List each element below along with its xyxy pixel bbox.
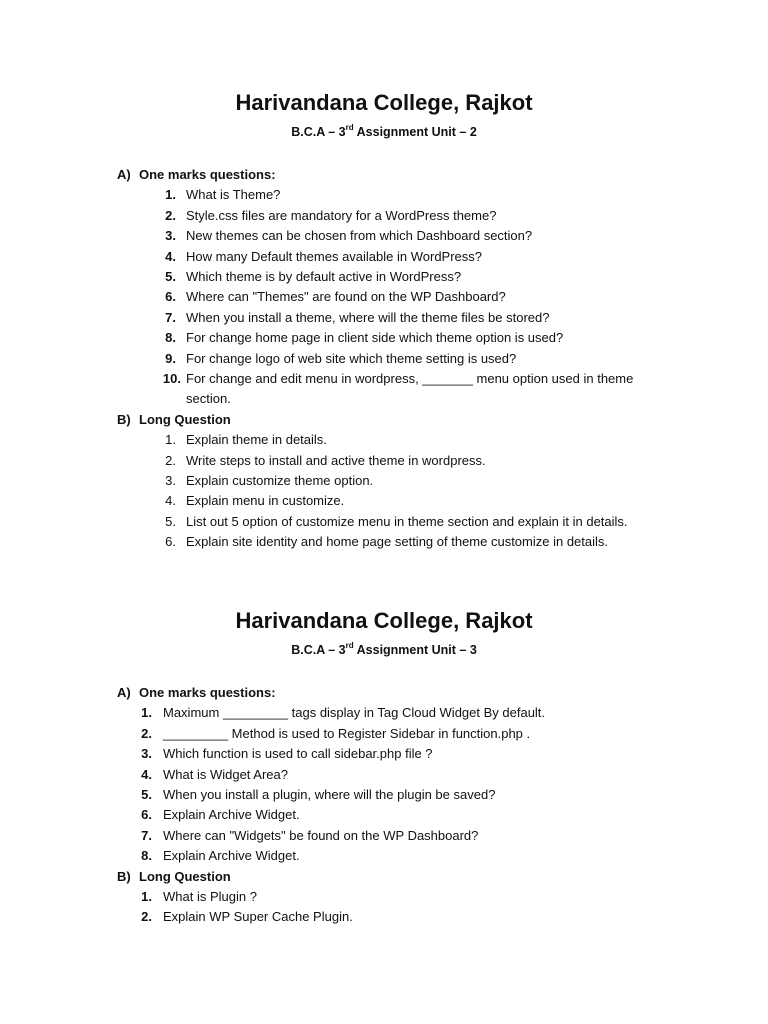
- list-item: 1. Maximum _________ tags display in Tag Cloud Widget By default.: [141, 705, 546, 721]
- part-heading: [0, 683, 768, 703]
- course-subtitle: B.C.A – 3rd Assignment Unit – 3: [291, 641, 477, 657]
- list-item: 9. For change logo of web site which theme setting is used?: [165, 350, 517, 366]
- list-item: 4. How many Default themes available in WordPress?: [165, 248, 483, 264]
- list-item: 5. List out 5 option of customize menu in theme section and explain it in details.: [165, 513, 628, 529]
- list-item: 1. What is Plugin ?: [141, 889, 257, 905]
- college-title: Harivandana College, Rajkot: [235, 608, 533, 633]
- list-item: 3. New themes can be chosen from which Dashboard section?: [165, 228, 533, 244]
- list-item: 6. Explain Archive Widget.: [141, 807, 300, 823]
- assignment-unit-3: [0, 606, 768, 928]
- list-item: 6. Where can "Themes" are found on the WP Dashboard?: [165, 289, 506, 305]
- question-list: [0, 185, 768, 409]
- part-title: One marks questions:: [139, 167, 276, 182]
- part-a-one-marks: [0, 683, 768, 867]
- part-heading: [0, 165, 768, 185]
- list-item: 2. Explain WP Super Cache Plugin.: [141, 909, 353, 925]
- question-list: [0, 703, 768, 866]
- part-letter: A): [117, 167, 131, 182]
- part-heading: [0, 867, 768, 887]
- part-letter: B): [117, 411, 131, 427]
- list-item: 8. Explain Archive Widget.: [141, 848, 300, 864]
- assignment-unit-2: [0, 88, 768, 553]
- part-b-long-question: [0, 867, 768, 928]
- part-title: One marks questions:: [139, 685, 276, 700]
- part-letter: B): [117, 868, 131, 884]
- part-title: Long Question: [139, 868, 231, 884]
- list-item: 6. Explain site identity and home page setting of theme customize in details.: [165, 534, 609, 550]
- list-item: 3. Which function is used to call sidebar.php file ?: [141, 746, 433, 762]
- list-item: 1. Explain theme in details.: [165, 432, 327, 448]
- list-item: 7. When you install a theme, where will the theme files be stored?: [165, 309, 550, 325]
- list-item: 5. When you install a plugin, where will the plugin be saved?: [141, 787, 496, 803]
- list-item: 2. Style.css files are mandatory for a WordPress theme?: [165, 207, 497, 223]
- part-heading: [0, 410, 768, 430]
- part-b-long-question: [0, 410, 768, 553]
- part-a-one-marks: [0, 165, 768, 410]
- list-item: 3. Explain customize theme option.: [165, 473, 374, 489]
- list-item: 5. Which theme is by default active in WordPress?: [165, 269, 462, 285]
- list-item: 2. Write steps to install and active theme in wordpress.: [165, 452, 486, 468]
- list-item: 2. _________ Method is used to Register Sidebar in function.php .: [141, 725, 531, 741]
- list-item: 10. For change and edit menu in wordpress, _______ menu option used in theme section.: [162, 371, 634, 407]
- question-list: [0, 887, 768, 928]
- question-list: [0, 430, 768, 552]
- list-item: 1. What is Theme?: [165, 187, 281, 203]
- list-item: 7. Where can "Widgets" be found on the WP Dashboard?: [141, 827, 479, 843]
- part-title: Long Question: [139, 411, 231, 427]
- course-subtitle: B.C.A – 3rd Assignment Unit – 2: [291, 123, 477, 139]
- part-letter: A): [117, 685, 131, 700]
- list-item: 4. Explain menu in customize.: [165, 493, 345, 509]
- college-title: Harivandana College, Rajkot: [235, 90, 533, 115]
- list-item: 8. For change home page in client side which theme option is used?: [165, 330, 564, 346]
- list-item: 4. What is Widget Area?: [141, 766, 288, 782]
